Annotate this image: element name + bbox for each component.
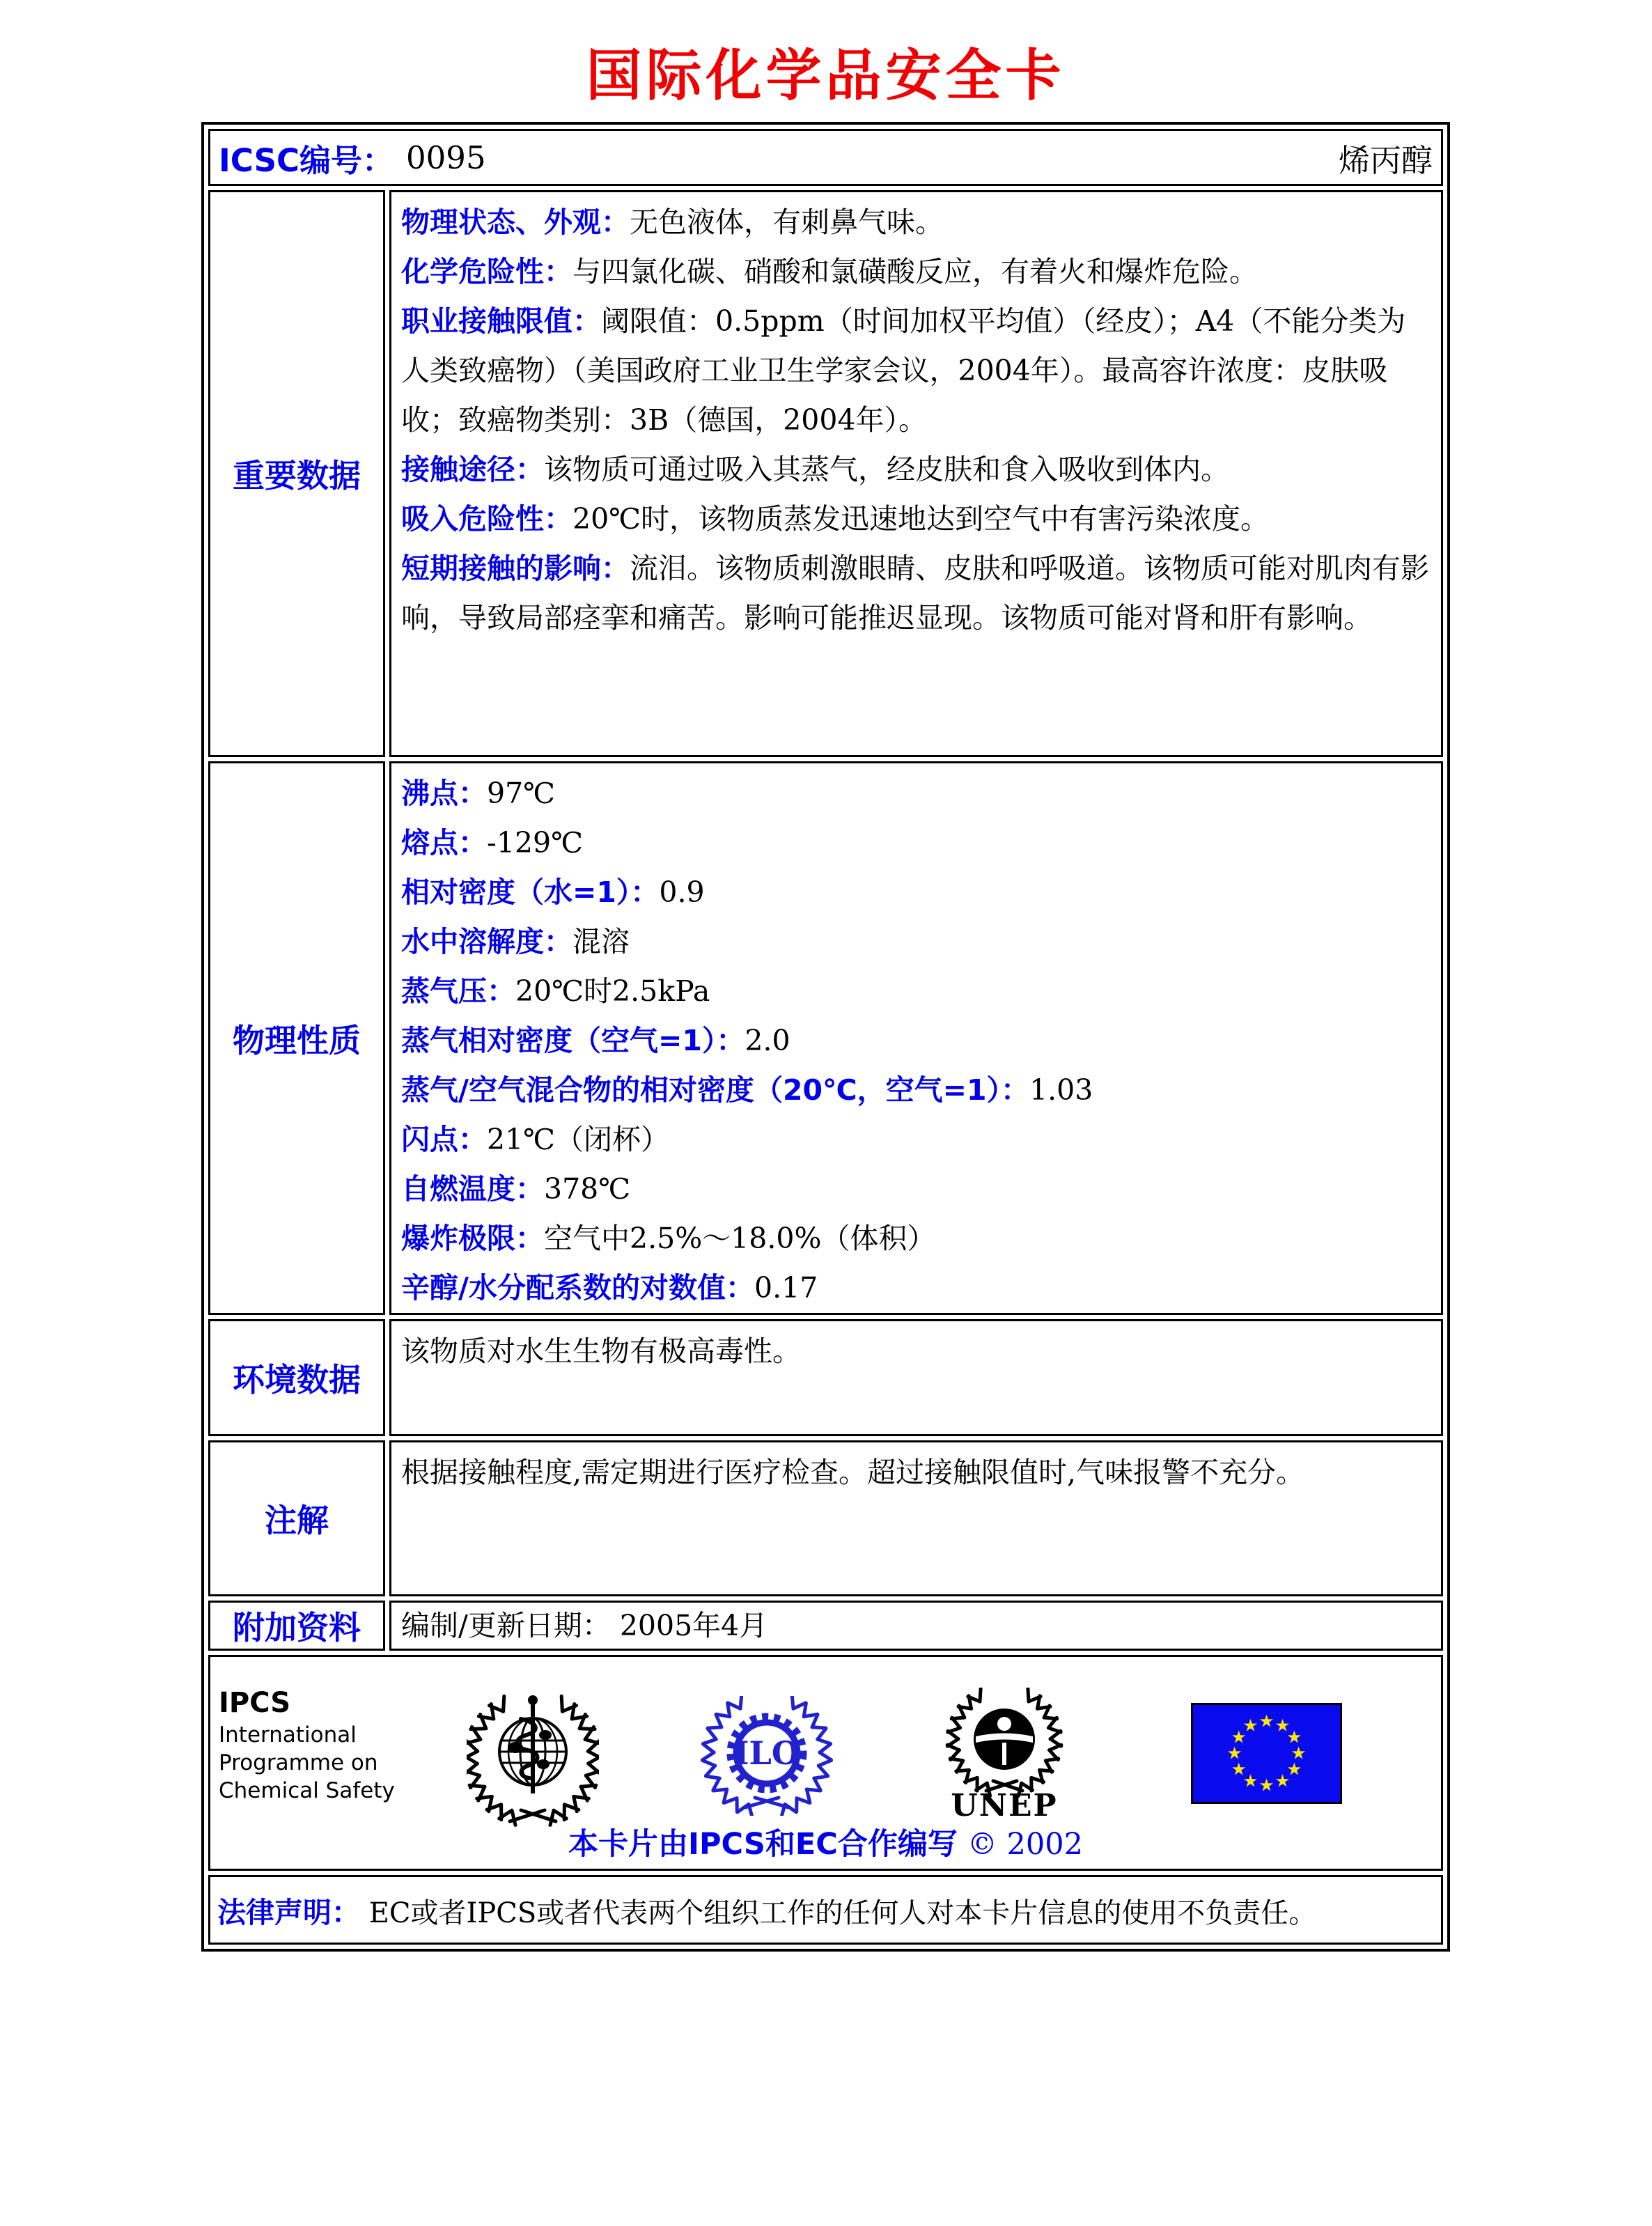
field-label: 爆炸极限： (401, 1222, 544, 1255)
page-title: 国际化学品安全卡 (586, 42, 1066, 108)
property-line (401, 1016, 1431, 1066)
notes-content (389, 1440, 1443, 1596)
field-value: 0.9 (659, 875, 705, 909)
field-label: 辛醇/水分配系数的对数值： (401, 1271, 754, 1305)
property-line (401, 1115, 1431, 1165)
environment-data-label: 环境数据 (208, 1319, 385, 1436)
ilo-letters: ILO (734, 1734, 800, 1772)
ilo-icon (701, 1696, 833, 1816)
property-line (401, 967, 1431, 1016)
legal-label: 法律声明： (217, 1895, 360, 1929)
legal-row (208, 1875, 1443, 1945)
data-paragraph (401, 445, 1431, 495)
environment-data-content (389, 1319, 1443, 1436)
field-label: 闪点： (401, 1123, 487, 1156)
field-label: 熔点： (401, 826, 487, 859)
field-value: 0.17 (754, 1271, 818, 1305)
environment-data-row (208, 1319, 1443, 1436)
important-data-label: 重要数据 (208, 190, 385, 757)
icsc-number-label: ICSC编号： (219, 141, 394, 179)
field-label: 接触途径： (401, 453, 544, 486)
data-paragraph (401, 495, 1431, 544)
additional-info-row (208, 1601, 1443, 1651)
property-line (401, 1214, 1431, 1263)
field-value: 20℃时，该物质蒸发迅速地达到空气中有害污染浓度。 (572, 502, 1270, 536)
icsc-number-value: 0095 (406, 139, 486, 176)
field-label: 沸点： (401, 777, 487, 810)
important-data-content (389, 190, 1443, 757)
physical-properties-row (208, 761, 1443, 1315)
additional-info-label: 附加资料 (208, 1601, 385, 1651)
data-paragraph (401, 544, 1431, 643)
property-line (401, 769, 1431, 818)
update-date-text: 编制/更新日期： 2005年4月 (401, 1609, 768, 1642)
property-line (401, 1263, 1431, 1313)
field-value: 混溶 (572, 925, 630, 958)
field-value: 20℃时2.5kPa (515, 974, 710, 1008)
unep-letters: UNEP (951, 1788, 1058, 1820)
header-row (208, 129, 1443, 186)
field-value: 无色液体，有刺鼻气味。 (630, 205, 944, 239)
field-value: 与四氯化碳、硝酸和氯磺酸反应，有着火和爆炸危险。 (572, 255, 1258, 288)
field-label: 蒸气压： (401, 974, 515, 1008)
ipcs-line: Programme on (219, 1750, 378, 1775)
field-value: 2.0 (745, 1024, 790, 1057)
ipcs-line: Chemical Safety (219, 1778, 395, 1803)
eu-flag-icon (1191, 1703, 1342, 1804)
additional-info-content (389, 1601, 1443, 1651)
field-label: 化学危险性： (401, 255, 572, 288)
caption-line (210, 1821, 1441, 1863)
ipcs-line: International (219, 1722, 357, 1748)
field-label: 自燃温度： (401, 1172, 544, 1206)
field-value: -129℃ (487, 826, 583, 859)
property-line (401, 1066, 1431, 1115)
field-label: 相对密度（水=1）： (401, 875, 660, 909)
field-label: 蒸气/空气混合物的相对密度（20℃，空气=1）： (401, 1073, 1030, 1107)
who-icon (467, 1688, 599, 1830)
copyright-text: © 2002 (967, 1827, 1083, 1862)
notes-text: 根据接触程度,需定期进行医疗检查。超过接触限值时,气味报警不充分。 (401, 1456, 1305, 1489)
physical-properties-label: 物理性质 (208, 761, 385, 1315)
data-paragraph (401, 297, 1431, 445)
data-paragraph (401, 247, 1431, 297)
icsc-card-table (201, 122, 1450, 1952)
property-line (401, 868, 1431, 917)
data-paragraph (401, 198, 1431, 247)
important-data-row (208, 190, 1443, 757)
unep-icon (935, 1688, 1074, 1820)
field-label: 蒸气相对密度（空气=1）： (401, 1024, 745, 1057)
field-value: 97℃ (487, 777, 556, 810)
field-label: 职业接触限值： (401, 304, 601, 338)
logos-cell (208, 1655, 1443, 1871)
ipcs-text-block (219, 1685, 395, 1805)
field-value: 该物质可通过吸入其蒸气，经皮肤和食入吸收到体内。 (544, 453, 1229, 486)
legal-text: EC或者IPCS或者代表两个组织工作的任何人对本卡片信息的使用不负责任。 (368, 1897, 1317, 1929)
property-line (401, 818, 1431, 868)
field-value: 1.03 (1029, 1073, 1093, 1107)
physical-properties-content (389, 761, 1443, 1315)
field-label: 吸入危险性： (401, 502, 572, 536)
notes-label: 注解 (208, 1440, 385, 1596)
property-line (401, 917, 1431, 967)
field-value: 阈限值：0.5ppm（时间加权平均值）（经皮）；A4（不能分类为人类致癌物）（美国政府工业卫生学家会议，2004年）。最高容许浓度：皮肤吸收；致癌物类别：3B（德国，2004年）。 (401, 304, 1406, 437)
field-label: 物理状态、外观： (401, 205, 630, 239)
field-value: 空气中2.5%～18.0%（体积） (544, 1222, 936, 1255)
logos-row (208, 1655, 1443, 1871)
chemical-name: 烯丙醇 (1338, 141, 1433, 179)
field-value: 流泪。该物质刺激眼睛、皮肤和呼吸道。该物质可能对肌肉有影响，导致局部痉挛和痛苦。影响可能推迟显现。该物质可能对肾和肝有影响。 (401, 552, 1429, 635)
field-label: 短期接触的影响： (401, 552, 630, 585)
field-label: 水中溶解度： (401, 925, 572, 958)
environment-text: 该物质对水生生物有极高毒性。 (401, 1334, 801, 1368)
property-line (401, 1165, 1431, 1214)
icsc-number-cell (208, 129, 1443, 186)
field-value: 378℃ (544, 1172, 631, 1206)
ipcs-acronym: IPCS (219, 1687, 291, 1719)
legal-cell (208, 1875, 1443, 1945)
caption-text: 本卡片由IPCS和EC合作编写 (568, 1827, 958, 1862)
notes-row (208, 1440, 1443, 1596)
field-value: 21℃（闭杯） (487, 1123, 670, 1156)
